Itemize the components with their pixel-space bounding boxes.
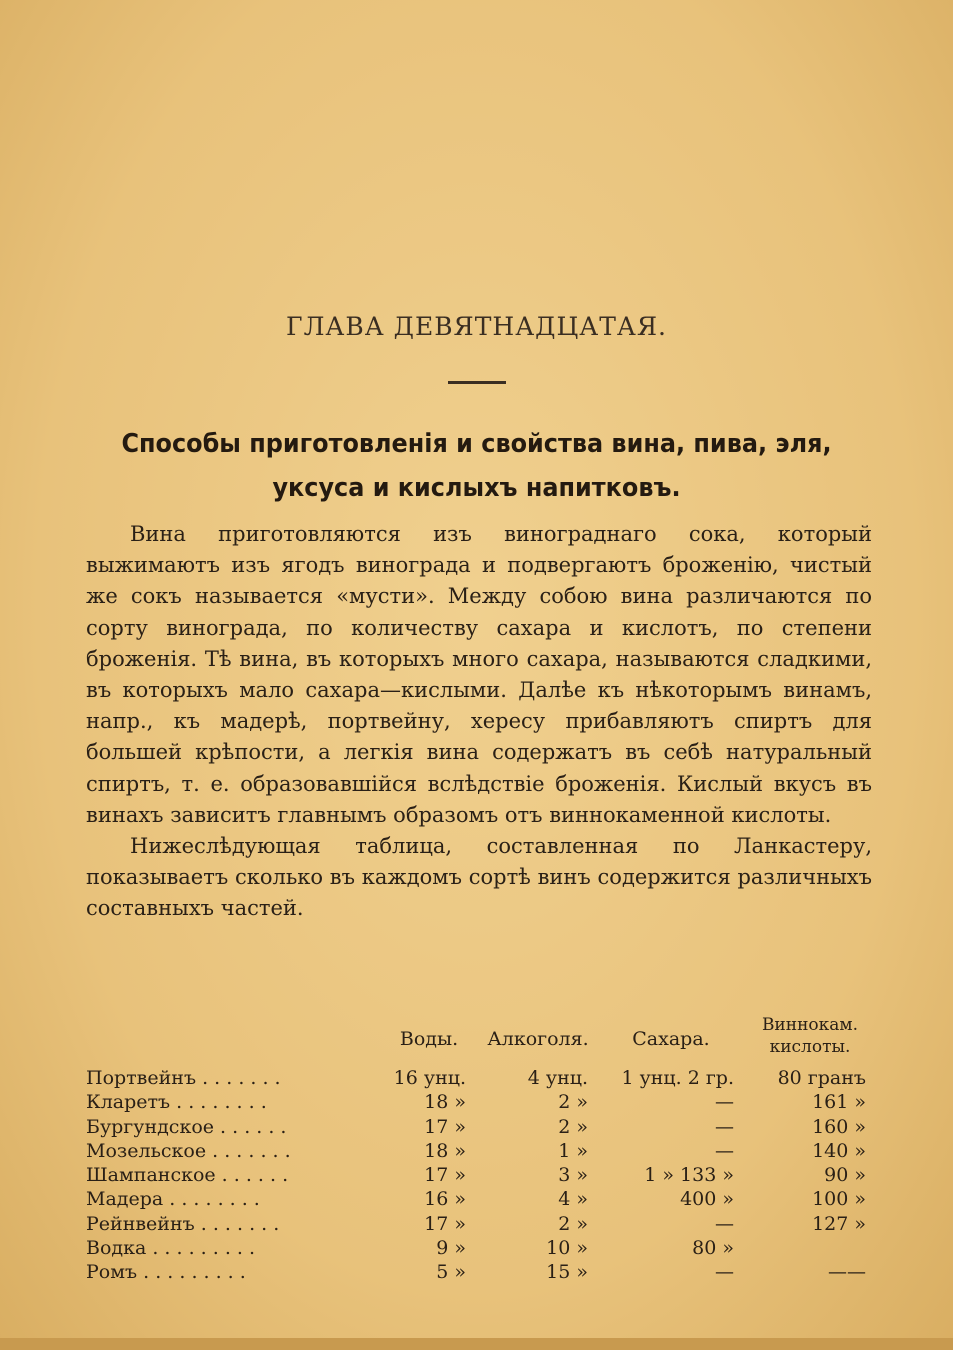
sugar-value: — xyxy=(715,1139,734,1162)
header-sugar: Сахара. xyxy=(632,1028,710,1050)
acid-value: 140 » xyxy=(812,1139,866,1162)
water-value: 16 унц. xyxy=(393,1067,466,1089)
separator-dash xyxy=(448,381,506,384)
alcohol-value: 4 » xyxy=(558,1188,588,1211)
paragraph: Нижеслѣдующая таблица, составленная по Ланкастеру, показываетъ сколько въ каждомъ сортѣ винъ содержится различныхъ составныхъ частей. xyxy=(86,834,872,921)
table-row xyxy=(86,1139,886,1163)
water-value: 17 » xyxy=(424,1212,466,1235)
acid-value: 80 гранъ xyxy=(777,1067,866,1089)
table-row xyxy=(86,1066,886,1090)
wine-name: Водка . . . . . . . . . xyxy=(86,1237,256,1260)
sugar-value: 1 унц. 2 гр. xyxy=(621,1067,734,1089)
header-acid xyxy=(750,1014,870,1058)
table-row xyxy=(86,1260,886,1284)
water-value: 9 » xyxy=(436,1237,466,1260)
acid-value: 160 » xyxy=(812,1115,866,1138)
wine-name: Бургундское . . . . . . xyxy=(86,1115,287,1138)
alcohol-value: 1 » xyxy=(558,1139,588,1162)
sugar-value: — xyxy=(715,1212,734,1235)
water-value: 18 » xyxy=(424,1091,466,1114)
wine-name: Портвейнъ . . . . . . . xyxy=(86,1067,281,1089)
alcohol-value: 2 » xyxy=(558,1115,588,1138)
wine-composition-table xyxy=(86,1010,886,1285)
table-row xyxy=(86,1115,886,1139)
section-heading xyxy=(93,422,859,510)
sugar-value: — xyxy=(715,1115,734,1138)
water-value: 5 » xyxy=(436,1261,466,1284)
acid-value: 100 » xyxy=(812,1188,866,1211)
water-value: 17 » xyxy=(424,1115,466,1138)
sugar-value: — xyxy=(715,1261,734,1284)
acid-value: 90 » xyxy=(824,1164,866,1187)
alcohol-value: 4 унц. xyxy=(527,1067,588,1089)
body-text xyxy=(86,519,872,925)
table-row xyxy=(86,1212,886,1236)
wine-name: Мозельское . . . . . . . xyxy=(86,1139,291,1162)
acid-value: 127 » xyxy=(812,1212,866,1235)
table-row xyxy=(86,1236,886,1260)
acid-value: 161 » xyxy=(812,1091,866,1114)
sugar-value: 80 » xyxy=(692,1237,734,1260)
header-water: Воды. xyxy=(399,1028,459,1050)
header-acid-line-1: Виннокам. xyxy=(761,1015,859,1035)
header-acid-line-2: кислоты. xyxy=(769,1037,851,1057)
table-row xyxy=(86,1187,886,1211)
sugar-value: 1 » 133 » xyxy=(644,1164,734,1187)
wine-name: Мадера . . . . . . . . xyxy=(86,1188,260,1211)
alcohol-value: 2 » xyxy=(558,1091,588,1114)
wine-name: Шампанское . . . . . . xyxy=(86,1164,289,1187)
wine-name: Кларетъ . . . . . . . . xyxy=(86,1091,267,1114)
water-value: 17 » xyxy=(424,1164,466,1187)
alcohol-value: 15 » xyxy=(546,1261,588,1284)
acid-value: —— xyxy=(828,1261,866,1284)
alcohol-value: 3 » xyxy=(558,1164,588,1187)
table-row xyxy=(86,1090,886,1114)
sugar-value: — xyxy=(715,1091,734,1114)
alcohol-value: 10 » xyxy=(546,1237,588,1260)
header-alcohol: Алкоголя. xyxy=(487,1028,589,1050)
water-value: 18 » xyxy=(424,1139,466,1162)
alcohol-value: 2 » xyxy=(558,1212,588,1235)
paragraph: Вина приготовляются изъ винограднаго сока, который выжимаютъ изъ ягодъ винограда и подвергаютъ броженію, чистый же сокъ называется «мусти». Между собою вина различаются по сорту винограда, по количеству сахара и кислотъ, по степени броженія. Тѣ вина, въ которыхъ много сахара, называются сладкими, въ которыхъ мало сахара—кислыми. Далѣе къ нѣкоторымъ винамъ, напр., къ мадерѣ, портвейну, хересу прибавляютъ спиртъ для большей крѣпости, а легкія вина содержатъ въ себѣ натуральный спиртъ, т. е. образовавшійся вслѣдствіе броженія. Кислый вкусъ въ винахъ зависитъ главнымъ образомъ отъ виннокаменной кислоты. xyxy=(86,522,872,827)
table-header xyxy=(86,1010,886,1066)
wine-name: Рейнвейнъ . . . . . . . xyxy=(86,1212,280,1235)
water-value: 16 » xyxy=(424,1188,466,1211)
heading-line-1: Способы приготовленія и свойства вина, пива, эля, xyxy=(121,429,832,459)
chapter-title: ГЛАВА ДЕВЯТНАДЦАТАЯ. xyxy=(286,312,667,341)
table-row xyxy=(86,1163,886,1187)
sugar-value: 400 » xyxy=(680,1188,734,1211)
wine-name: Ромъ . . . . . . . . . xyxy=(86,1261,246,1284)
heading-line-2: уксуса и кислыхъ напитковъ. xyxy=(272,473,681,503)
page-edge xyxy=(0,1338,953,1350)
